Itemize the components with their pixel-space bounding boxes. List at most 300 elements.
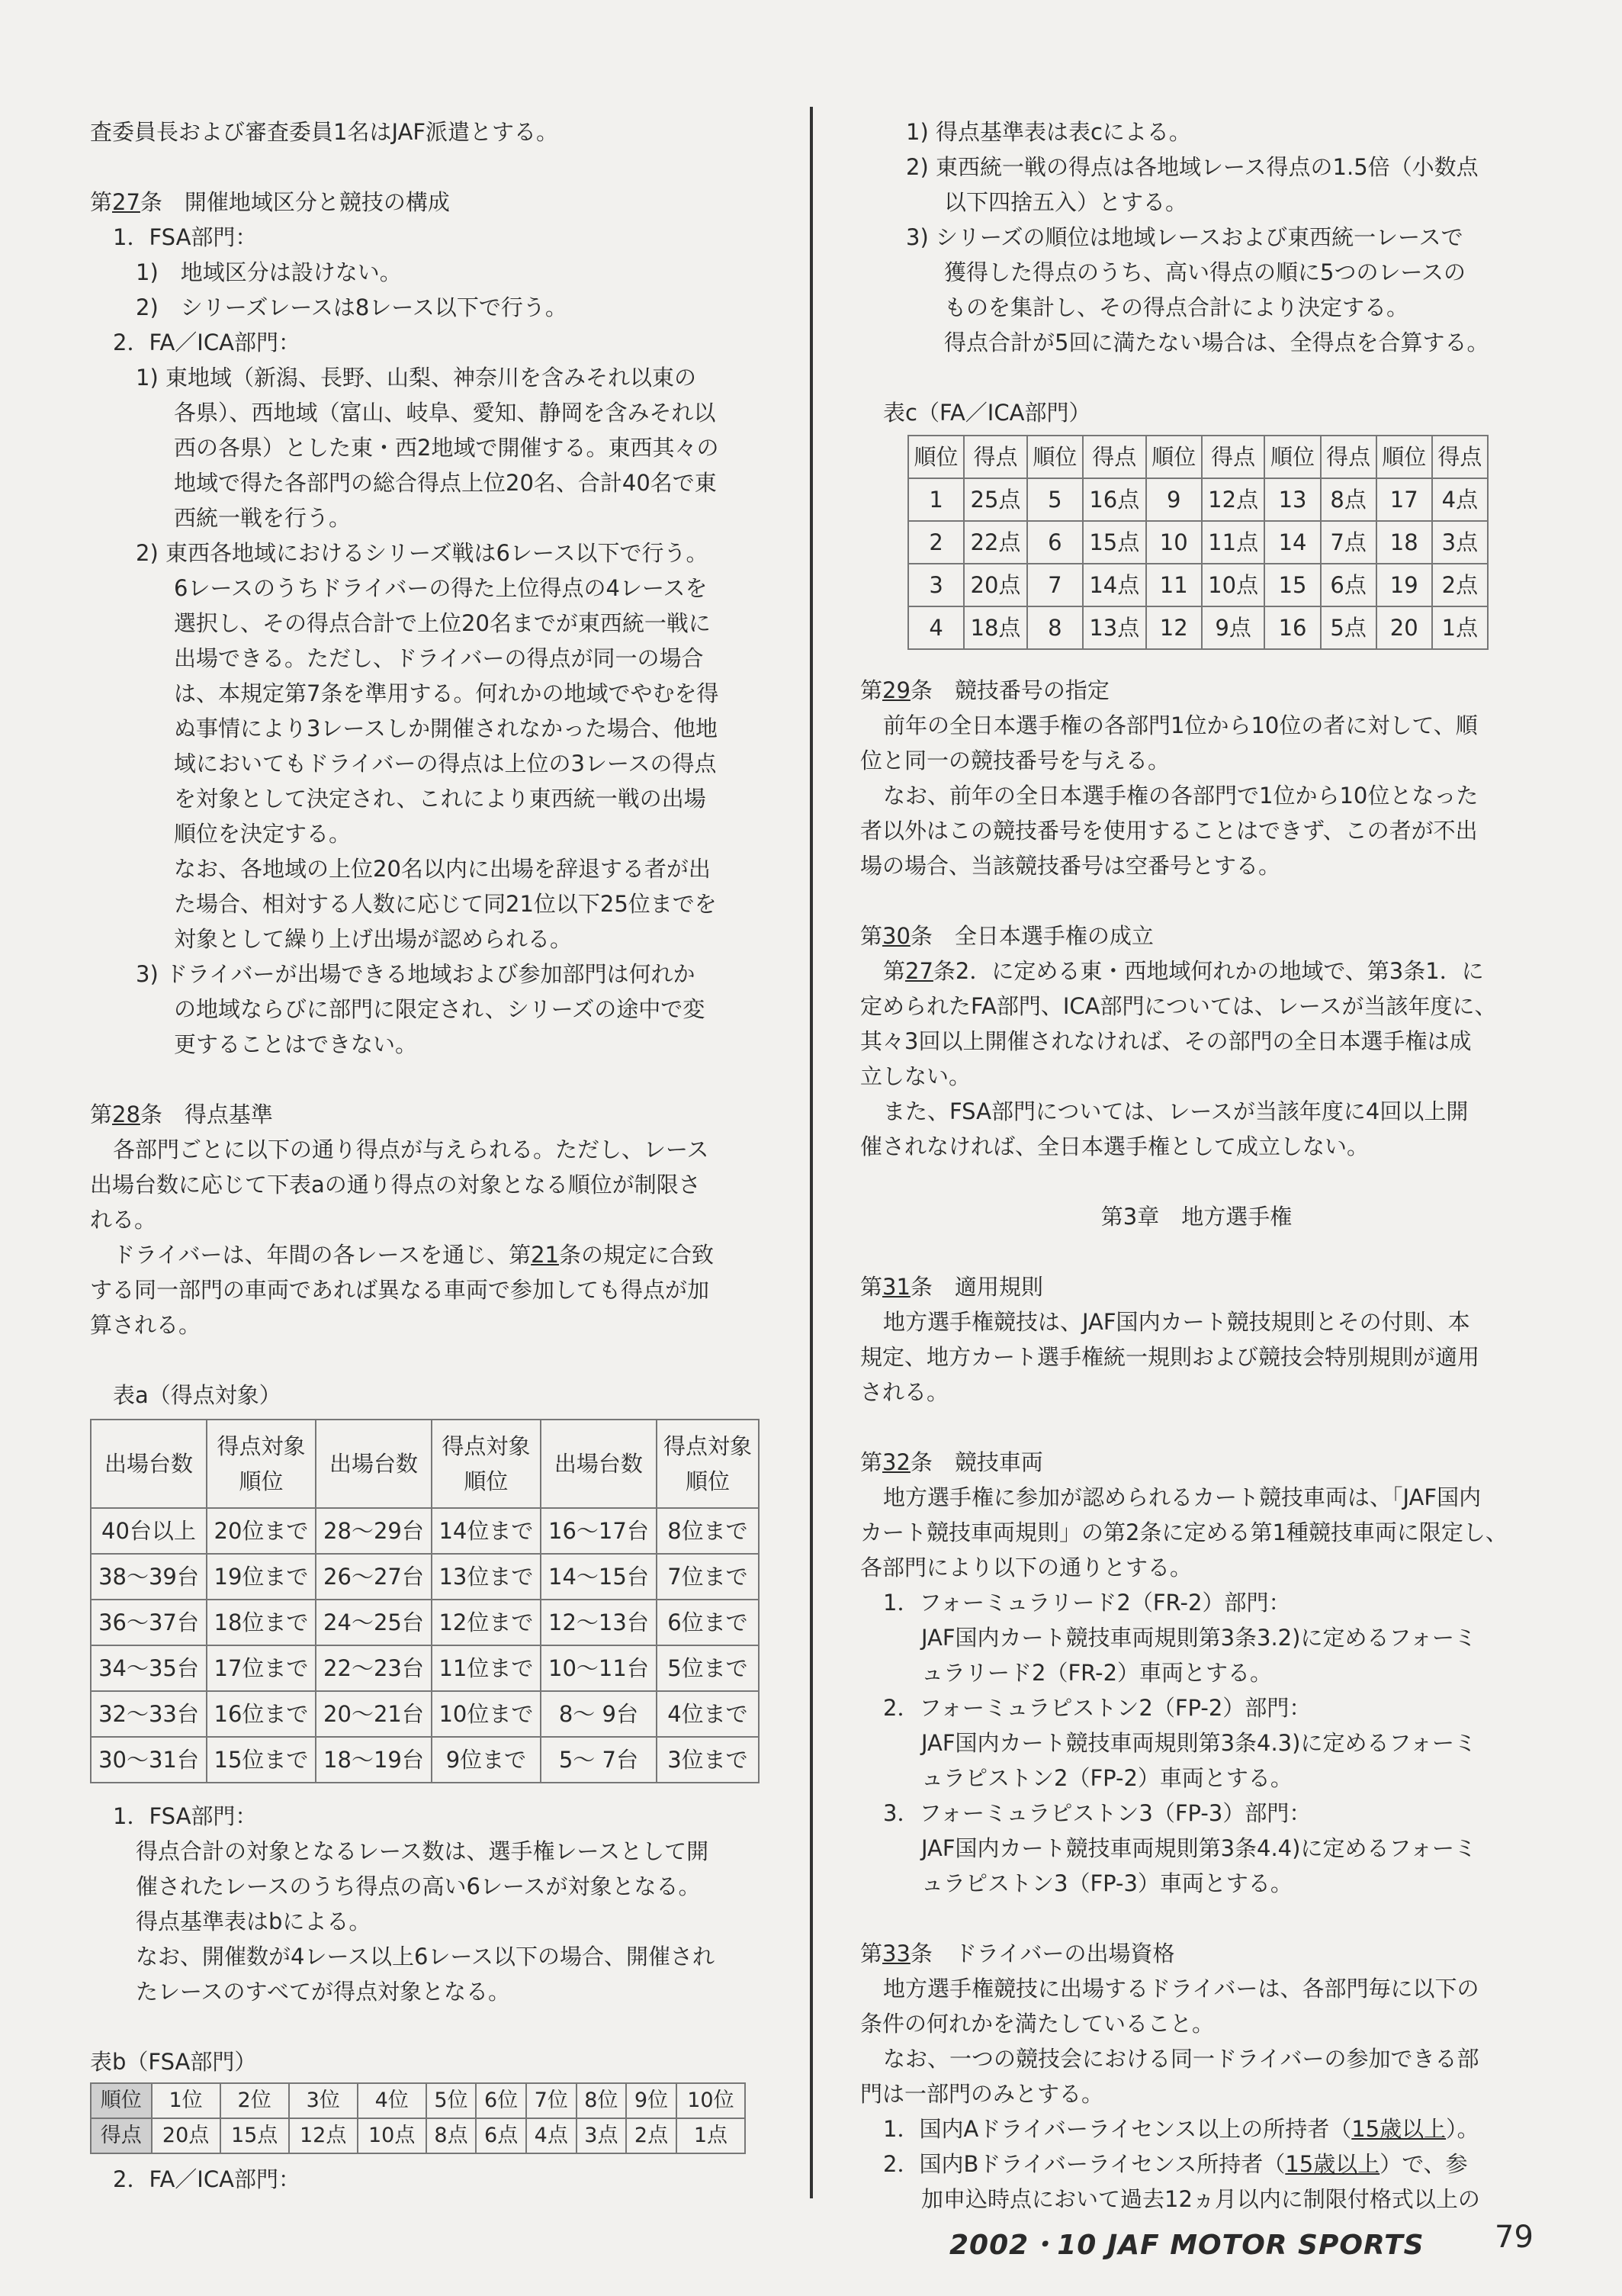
- text-line: [860, 1339, 1533, 1375]
- table-cell: 得点: [1321, 436, 1376, 478]
- text-line: [90, 1167, 769, 1202]
- text-span: は、本規定第7条を準用する。何れかの地域でやむを得: [174, 680, 719, 706]
- text-span: ）。: [1446, 2116, 1479, 2142]
- text-line: [860, 150, 1533, 185]
- text-span: を対象として決定され、これにより東西統一戦の出場: [174, 786, 706, 812]
- table-cell: 13: [1264, 478, 1320, 521]
- left-text-block: [90, 114, 769, 1413]
- table-cell: 19位まで: [207, 1554, 316, 1600]
- text-span: 得点合計の対象となるレース数は、選手権レースとして開: [136, 1838, 709, 1864]
- text-line: [860, 1831, 1533, 1866]
- left-text-block-3: [90, 2162, 769, 2197]
- table-cell: 6: [1027, 521, 1083, 564]
- spacer: [860, 1234, 1533, 1269]
- left-column: [90, 114, 769, 2197]
- table-cell: 8位まで: [657, 1508, 759, 1554]
- text-span: れる。: [90, 1207, 157, 1233]
- text-span: 6レースのうちドライバーの得た上位得点の4レースを: [174, 575, 708, 601]
- text-line: [860, 1550, 1533, 1585]
- text-line: [860, 114, 1533, 150]
- text-line: [860, 1655, 1533, 1690]
- table-cell: 7点: [1321, 521, 1376, 564]
- table-cell: 4位まで: [657, 1691, 759, 1737]
- text-line: [90, 1834, 769, 1869]
- table-row: [91, 2118, 745, 2153]
- right-text-block: [860, 114, 1533, 430]
- table-b: [90, 2082, 746, 2154]
- text-span: なお、一つの競技会における同一ドライバーの参加できる部: [883, 2046, 1479, 2072]
- text-line: [860, 1094, 1533, 1129]
- table-header-row: [908, 436, 1488, 478]
- table-row: [91, 1737, 759, 1783]
- table-cell: 4: [908, 606, 964, 649]
- table-cell: 6位まで: [657, 1600, 759, 1645]
- text-line: [860, 1375, 1533, 1410]
- text-line: [860, 1480, 1533, 1515]
- text-line: [90, 711, 769, 746]
- underlined-text: 27: [112, 189, 140, 215]
- text-span: 1) 地域区分は設けない。: [136, 259, 402, 285]
- table-cell: 20点: [964, 564, 1027, 606]
- table-cell: 8: [1027, 606, 1083, 649]
- text-span: 地域で得た各部門の総合得点上位20名、合計40名で東: [174, 470, 717, 496]
- text-span: 位と同一の競技番号を与える。: [860, 748, 1171, 773]
- text-span: 第3章 地方選手権: [1100, 1204, 1293, 1230]
- table-cell: 3点: [1432, 521, 1488, 564]
- text-line: [860, 1936, 1533, 1971]
- text-line: [90, 220, 769, 255]
- table-cell: 得点: [1202, 436, 1265, 478]
- text-line: [860, 290, 1533, 325]
- table-cell: 15点: [1083, 521, 1146, 564]
- spacer: [90, 1343, 769, 1378]
- table-cell: 得点対象 順位: [657, 1420, 759, 1508]
- text-span: 出場できる。ただし、ドライバーの得点が同一の場合: [174, 645, 704, 671]
- table-cell: 5位: [426, 2083, 477, 2118]
- table-c: [907, 435, 1489, 650]
- spacer: [90, 1062, 769, 1097]
- table-cell: 得点: [1083, 436, 1146, 478]
- text-line: [860, 1199, 1533, 1234]
- table-cell: 5位まで: [657, 1645, 759, 1691]
- text-line: [90, 2162, 769, 2197]
- table-cell: 20位まで: [207, 1508, 316, 1554]
- text-line: [860, 1445, 1533, 1480]
- table-cell: 17位まで: [207, 1645, 316, 1691]
- table-cell: 18点: [964, 606, 1027, 649]
- text-span: の地域ならびに部門に限定され、シリーズの途中で変: [174, 996, 705, 1022]
- text-line: [860, 2041, 1533, 2076]
- table-cell: 9: [1146, 478, 1202, 521]
- text-line: [90, 360, 769, 395]
- text-line: [90, 1237, 769, 1272]
- text-span: 獲得した得点のうち、高い得点の順に5つのレースの: [944, 259, 1466, 285]
- text-line: [90, 746, 769, 781]
- table-cell: 6点: [1321, 564, 1376, 606]
- text-span: 1) 東地域（新潟、長野、山梨、神奈川を含みそれ以東の: [136, 365, 696, 391]
- table-cell: 出場台数: [316, 1420, 432, 1508]
- table-cell: 20点: [152, 2118, 220, 2153]
- table-cell: 10〜11台: [541, 1645, 657, 1691]
- table-cell: 15: [1264, 564, 1320, 606]
- text-line: [860, 1304, 1533, 1339]
- table-cell: 18〜19台: [316, 1737, 432, 1783]
- text-line: [860, 2006, 1533, 2041]
- underlined-text: 31: [882, 1274, 911, 1300]
- text-span: 西の各県）とした東・西2地域で開催する。東西其々の: [174, 435, 719, 461]
- text-line: [90, 1378, 769, 1413]
- text-span: 第: [860, 1941, 883, 1966]
- text-span: た場合、相対する人数に応じて同21位以下25位までを: [174, 891, 717, 917]
- text-span: 地方選手権競技に出場するドライバーは、各部門毎に以下の: [883, 1976, 1479, 2002]
- text-line: [90, 851, 769, 886]
- text-line: [90, 641, 769, 676]
- text-span: 2) 東西各地域におけるシリーズ戦は6レース以下で行う。: [136, 540, 708, 566]
- underlined-text: 30: [882, 923, 911, 949]
- table-cell: 8点: [1321, 478, 1376, 521]
- text-line: [90, 1097, 769, 1132]
- underlined-text: 15歳以上: [1351, 2116, 1447, 2142]
- text-span: 3．フォーミュラピストン3（FP-3）部門：: [883, 1800, 1312, 1826]
- text-line: [860, 1585, 1533, 1620]
- text-span: 2．国内Bドライバーライセンス所持者（: [883, 2151, 1286, 2177]
- text-span: 条の規定に合致: [559, 1242, 715, 1268]
- text-span: 3) シリーズの順位は地域レースおよび東西統一レースで: [906, 224, 1463, 250]
- text-line: [90, 430, 769, 465]
- text-span: 立しない。: [860, 1063, 972, 1089]
- text-span: 第: [90, 1101, 113, 1127]
- text-line: [860, 778, 1533, 813]
- text-line: [860, 1725, 1533, 1761]
- text-line: [90, 290, 769, 325]
- table-a: [90, 1419, 760, 1783]
- text-span: 対象として繰り上げ出場が認められる。: [174, 926, 573, 952]
- text-span: 3) ドライバーが出場できる地域および参加部門は何れか: [136, 961, 695, 987]
- text-line: [860, 1024, 1533, 1059]
- table-row: [91, 1645, 759, 1691]
- table-cell: 22〜23台: [316, 1645, 432, 1691]
- text-line: [90, 571, 769, 606]
- table-cell: 出場台数: [91, 1420, 207, 1508]
- text-line: [90, 1202, 769, 1237]
- table-cell: 10位: [676, 2083, 745, 2118]
- text-span: 条2．に定める東・西地域何れかの地域で、第3条1．に: [933, 958, 1484, 984]
- underlined-text: 28: [112, 1101, 140, 1127]
- table-cell: 順位: [908, 436, 964, 478]
- text-line: [90, 1799, 769, 1834]
- text-line: [860, 1866, 1533, 1901]
- table-cell: 12: [1146, 606, 1202, 649]
- text-line: [860, 1761, 1533, 1796]
- underlined-text: 21: [531, 1242, 560, 1268]
- table-cell: 10点: [358, 2118, 426, 2153]
- text-span: 2) シリーズレースは8レース以下で行う。: [136, 294, 567, 320]
- text-span: 域においてもドライバーの得点は上位の3レースの得点: [174, 751, 717, 777]
- text-span: 更することはできない。: [174, 1031, 418, 1057]
- table-cell: 15位まで: [207, 1737, 316, 1783]
- table-cell: 6位: [476, 2083, 526, 2118]
- text-line: [90, 781, 769, 816]
- text-line: [860, 2076, 1533, 2111]
- table-cell: 6点: [476, 2118, 526, 2153]
- table-cell: 14: [1264, 521, 1320, 564]
- spacer: [860, 1164, 1533, 1199]
- text-line: [90, 465, 769, 500]
- table-cell: 3位: [289, 2083, 358, 2118]
- text-line: [90, 1974, 769, 2009]
- text-line: [860, 989, 1533, 1024]
- text-span: 表b（FSA部門）: [90, 2049, 257, 2075]
- text-span: ュラリード2（FR-2）車両とする。: [921, 1660, 1273, 1686]
- table-cell: 25点: [964, 478, 1027, 521]
- spacer: [860, 883, 1533, 918]
- text-span: 2) 東西統一戦の得点は各地域レース得点の1.5倍（小数点: [906, 154, 1479, 180]
- text-span: ）で、参: [1380, 2151, 1468, 2177]
- text-line: [860, 1971, 1533, 2006]
- text-line: [90, 325, 769, 360]
- text-span: 地方選手権競技は、JAF国内カート競技規則とその付則、本: [883, 1309, 1470, 1335]
- table-cell: 10: [1146, 521, 1202, 564]
- text-span: カート競技車両規則」の第2条に定める第1種競技車両に限定し、: [860, 1519, 1508, 1545]
- table-cell: 7位まで: [657, 1554, 759, 1600]
- table-cell: 15点: [220, 2118, 289, 2153]
- text-span: なお、前年の全日本選手権の各部門で1位から10位となった: [883, 783, 1479, 809]
- text-line: [90, 1132, 769, 1167]
- text-span: 各部門ごとに以下の通り得点が与えられる。ただし、レース: [113, 1137, 709, 1162]
- underlined-text: 33: [882, 1941, 911, 1966]
- text-span: 2．FA／ICA部門：: [113, 2166, 300, 2192]
- text-span: 第: [90, 189, 113, 215]
- text-line: [90, 957, 769, 992]
- text-line: [860, 2111, 1533, 2146]
- text-span: 選択し、その得点合計で上位20名までが東西統一戦に: [174, 610, 711, 636]
- table-cell: 得点: [91, 2118, 152, 2153]
- text-line: [90, 1939, 769, 1974]
- table-cell: 16位まで: [207, 1691, 316, 1737]
- text-span: 1) 得点基準表は表cによる。: [906, 119, 1191, 145]
- text-span: ュラピストン3（FP-3）車両とする。: [921, 1870, 1293, 1896]
- text-span: 第: [883, 958, 906, 984]
- text-span: 条 競技車両: [910, 1449, 1043, 1475]
- table-cell: 得点: [964, 436, 1027, 478]
- table-cell: 11: [1146, 564, 1202, 606]
- text-line: [860, 395, 1533, 430]
- table-cell: 8点: [426, 2118, 477, 2153]
- table-header-row: [91, 1420, 759, 1508]
- table-cell: 16: [1264, 606, 1320, 649]
- text-span: 其々3回以上開催されなければ、その部門の全日本選手権は成: [860, 1028, 1472, 1054]
- text-span: たレースのすべてが得点対象となる。: [136, 1979, 510, 2005]
- text-span: 催されたレースのうち得点の高い6レースが対象となる。: [136, 1873, 701, 1899]
- text-line: [860, 708, 1533, 743]
- table-row: [91, 2083, 745, 2118]
- underlined-text: 15歳以上: [1285, 2151, 1380, 2177]
- text-line: [860, 743, 1533, 778]
- table-row: [908, 606, 1488, 649]
- text-span: 1．FSA部門：: [113, 1803, 258, 1829]
- table-cell: 24〜25台: [316, 1600, 432, 1645]
- table-cell: 順位: [91, 2083, 152, 2118]
- text-span: 第: [860, 1274, 883, 1300]
- table-cell: 順位: [1146, 436, 1202, 478]
- table-cell: 順位: [1264, 436, 1320, 478]
- left-text-block-2: [90, 1799, 769, 2079]
- text-span: 表a（得点対象）: [113, 1382, 281, 1408]
- text-span: 加申込時点において過去12ヵ月以内に制限付格式以上の: [921, 2186, 1480, 2212]
- table-cell: 20: [1376, 606, 1432, 649]
- table-cell: 34〜35台: [91, 1645, 207, 1691]
- table-cell: 16〜17台: [541, 1508, 657, 1554]
- text-span: 査委員長および審査委員1名はJAF派遣とする。: [90, 119, 559, 145]
- table-cell: 2: [908, 521, 964, 564]
- table-cell: 14点: [1083, 564, 1146, 606]
- table-cell: 2位: [220, 2083, 289, 2118]
- text-span: 算される。: [90, 1312, 201, 1338]
- text-span: 条 適用規則: [910, 1274, 1043, 1300]
- text-line: [90, 395, 769, 430]
- table-cell: 2点: [626, 2118, 676, 2153]
- table-cell: 3: [908, 564, 964, 606]
- spacer: [860, 1901, 1533, 1936]
- table-cell: 14〜15台: [541, 1554, 657, 1600]
- table-cell: 19: [1376, 564, 1432, 606]
- text-line: [860, 1690, 1533, 1725]
- text-line: [860, 1620, 1533, 1655]
- spacer: [860, 360, 1533, 395]
- text-span: 地方選手権に参加が認められるカート競技車両は、「JAF国内: [883, 1484, 1482, 1510]
- table-cell: 10位まで: [432, 1691, 541, 1737]
- table-cell: 7: [1027, 564, 1083, 606]
- table-cell: 38〜39台: [91, 1554, 207, 1600]
- text-span: 第: [860, 1449, 883, 1475]
- table-cell: 3点: [577, 2118, 627, 2153]
- table-row: [91, 1508, 759, 1554]
- table-cell: 26〜27台: [316, 1554, 432, 1600]
- table-cell: 30〜31台: [91, 1737, 207, 1783]
- table-cell: 4点: [526, 2118, 577, 2153]
- table-cell: 順位: [1376, 436, 1432, 478]
- text-line: [860, 2146, 1533, 2182]
- text-span: 西統一戦を行う。: [174, 505, 352, 531]
- text-span: 場の場合、当該競技番号は空番号とする。: [860, 853, 1281, 879]
- table-cell: 9点: [1202, 606, 1265, 649]
- text-span: 各県）、西地域（富山、岐阜、愛知、静岡を含みそれ以: [174, 400, 716, 426]
- text-span: 者以外はこの競技番号を使用することはできず、この者が不出: [860, 818, 1478, 844]
- text-line: [90, 255, 769, 290]
- table-cell: 1点: [1432, 606, 1488, 649]
- table-cell: 5: [1027, 478, 1083, 521]
- table-row: [91, 1554, 759, 1600]
- text-line: [90, 992, 769, 1027]
- table-b-wrap: [90, 2082, 769, 2154]
- table-cell: 22点: [964, 521, 1027, 564]
- text-span: ドライバーは、年間の各レースを通じ、第: [113, 1242, 532, 1268]
- text-line: [860, 918, 1533, 953]
- table-cell: 28〜29台: [316, 1508, 432, 1554]
- text-span: 2．FA／ICA部門：: [113, 330, 300, 355]
- table-row: [908, 478, 1488, 521]
- table-cell: 12点: [1202, 478, 1265, 521]
- text-line: [860, 1269, 1533, 1304]
- table-row: [91, 1691, 759, 1737]
- table-cell: 16点: [1083, 478, 1146, 521]
- table-cell: 8〜 9台: [541, 1691, 657, 1737]
- table-cell: 14位まで: [432, 1508, 541, 1554]
- table-cell: 18: [1376, 521, 1432, 564]
- text-line: [860, 1129, 1533, 1164]
- text-span: 1．FSA部門：: [113, 224, 258, 250]
- table-cell: 11位まで: [432, 1645, 541, 1691]
- text-line: [860, 185, 1533, 220]
- table-cell: 9位まで: [432, 1737, 541, 1783]
- text-line: [90, 535, 769, 571]
- text-span: ュラピストン2（FP-2）車両とする。: [921, 1765, 1293, 1791]
- text-span: 第: [860, 923, 883, 949]
- text-span: 条 開催地域区分と競技の構成: [140, 189, 450, 215]
- table-cell: 12点: [289, 2118, 358, 2153]
- text-line: [860, 255, 1533, 290]
- text-line: [860, 1515, 1533, 1550]
- table-cell: 得点: [1432, 436, 1488, 478]
- text-span: される。: [860, 1379, 949, 1405]
- text-line: [860, 2182, 1533, 2217]
- table-cell: 出場台数: [541, 1420, 657, 1508]
- text-span: する同一部門の車両であれば異なる車両で参加しても得点が加: [90, 1277, 710, 1303]
- right-column: [860, 114, 1533, 2217]
- text-line: [90, 2044, 769, 2079]
- text-line: [90, 114, 769, 150]
- text-span: 条 競技番号の指定: [910, 677, 1110, 703]
- table-cell: 9位: [626, 2083, 676, 2118]
- table-cell: 12〜13台: [541, 1600, 657, 1645]
- underlined-text: 27: [905, 958, 933, 984]
- text-line: [860, 813, 1533, 848]
- text-span: ぬ事情により3レースしか開催されなかった場合、他地: [174, 715, 718, 741]
- table-cell: 1: [908, 478, 964, 521]
- text-line: [90, 1869, 769, 1904]
- table-cell: 12位まで: [432, 1600, 541, 1645]
- text-line: [90, 1272, 769, 1307]
- spacer: [90, 2009, 769, 2044]
- text-span: 門は一部門のみとする。: [860, 2081, 1104, 2107]
- text-span: 出場台数に応じて下表aの通り得点の対象となる順位が制限さ: [90, 1172, 701, 1198]
- table-cell: 32〜33台: [91, 1691, 207, 1737]
- table-cell: 17: [1376, 478, 1432, 521]
- text-span: なお、開催数が4レース以上6レース以下の場合、開催され: [136, 1944, 715, 1970]
- text-line: [90, 1027, 769, 1062]
- table-c-wrap: [907, 435, 1533, 650]
- text-line: [90, 1307, 769, 1343]
- table-cell: 11点: [1202, 521, 1265, 564]
- magazine-footer: 2002・10 JAF MOTOR SPORTS: [949, 2230, 1424, 2261]
- table-cell: 7位: [526, 2083, 577, 2118]
- text-span: 以下四捨五入）とする。: [944, 189, 1188, 215]
- page-number: 79: [1495, 2220, 1534, 2255]
- table-cell: 8位: [577, 2083, 627, 2118]
- text-line: [860, 848, 1533, 883]
- text-span: ものを集計し、その得点合計により決定する。: [944, 294, 1409, 320]
- text-line: [860, 1796, 1533, 1831]
- text-span: 前年の全日本選手権の各部門1位から10位の者に対して、順: [883, 712, 1478, 738]
- table-cell: 2点: [1432, 564, 1488, 606]
- text-span: 得点合計が5回に満たない場合は、全得点を合算する。: [944, 330, 1489, 355]
- table-cell: 18位まで: [207, 1600, 316, 1645]
- text-line: [90, 1904, 769, 1939]
- text-line: [860, 220, 1533, 255]
- text-span: 催されなければ、全日本選手権として成立しない。: [860, 1134, 1370, 1159]
- text-span: 条 得点基準: [140, 1101, 273, 1127]
- table-cell: 1点: [676, 2118, 745, 2153]
